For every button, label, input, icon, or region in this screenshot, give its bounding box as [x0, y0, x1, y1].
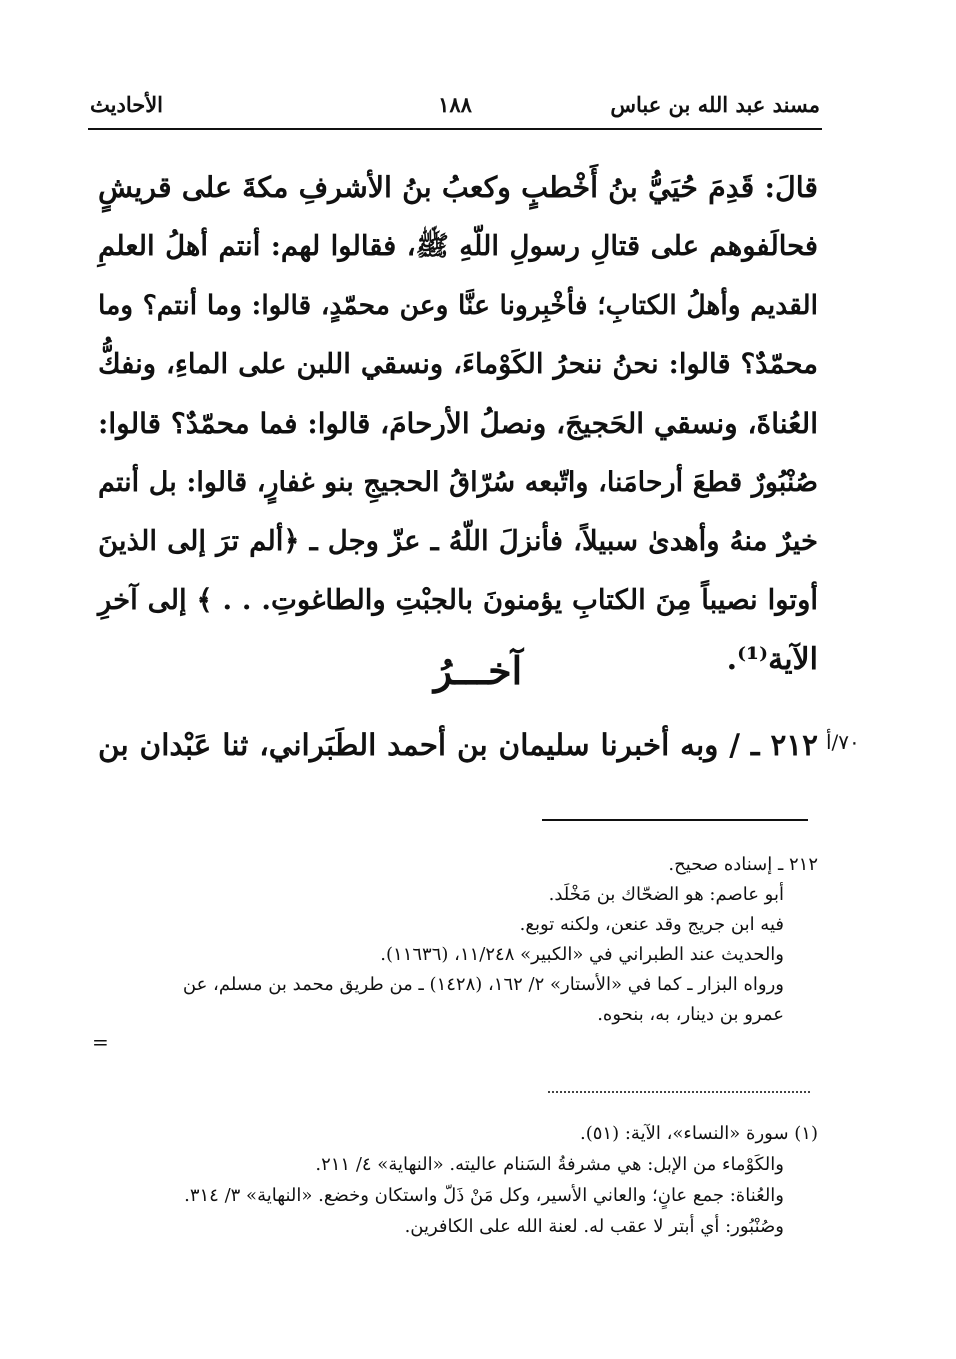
running-header [90, 92, 820, 124]
notes-separator [542, 819, 808, 821]
footnotes [98, 1118, 818, 1242]
page-number: ١٨٨ [438, 92, 472, 117]
text-line: قالَ: قَدِمَ حُيَيُّ بنُ أَخْطبٍ وكعبُ بنُ الأشرفِ مكةَ على قريشٍ [98, 170, 818, 204]
text-line: أوتوا نصيباً مِنَ الكتابِ يؤمنونَ بالجبْتِ والطاغوتِ. . . ﴾ إلى آخرِ [98, 584, 818, 616]
manuscript-folio-marker: ٧٠/أ [826, 730, 860, 754]
note-line: ورواه البزار ـ كما في «الأستار» ٢/ ١٦٢، (١٤٢٨) ـ من طريق محمد بن مسلم، عن [182, 974, 784, 995]
main-text [98, 158, 818, 689]
text-line: خيرٌ منهُ وأهدىٰ سبيلاً، فأنزلَ اللّهُ ـ عزّ وجل ـ ﴿ألم ترَ إلى الذينَ [98, 525, 818, 557]
text-line: الآية⁽¹⁾. [726, 642, 818, 677]
book-title: مسند عبد الله بن عباس [610, 92, 820, 117]
text-line: محمّدٌ؟ قالوا: نحنُ ننحرُ الكَوْماءَ، ونسقي اللبن على الماءِ، ونفكُّ [98, 348, 818, 380]
note-line: أبو عاصم: هو الضحّاك بن مَخْلَد. [548, 884, 784, 905]
section-name: الأحاديث [90, 92, 164, 117]
footnote-line: وصُنْبُور: أي أبتر لا عقب له. لعنة الله على الكافرين. [404, 1216, 784, 1237]
note-line: عمرو بن دينار، به، بنحوه. [597, 1004, 784, 1025]
footnote-line: والكَوْماء من الإبل: هي مشرفةُ السَنام عاليته. «النهاية» ٤/ ٢١١. [315, 1154, 784, 1175]
text-line: فحالَفوهم على قتالِ رسولِ اللّهِ ﷺ، فقالوا لهم: أنتم أهلُ العلمِ [98, 230, 818, 262]
footnote-line: والعُناة: جمع عانٍ؛ والعاني الأسير، وكل مَنْ ذَلّ واستكان وخضع. «النهاية» ٣/ ٣١٤. [184, 1185, 784, 1206]
hadith-212-start: ٢١٢ ـ / وبه أخبرنا سليمان بن أحمد الطَبَراني، ثنا عَبْدان بن [98, 727, 818, 762]
continuation-mark: = [92, 1030, 109, 1054]
footnote-line: (١) سورة «النساء»، الآية: (٥١). [580, 1123, 818, 1144]
takhrij-notes [98, 850, 818, 1030]
note-line: ٢١٢ ـ إسناده صحيح. [668, 854, 818, 875]
note-line: فيه ابن جريج وقد عنعن، ولكنه توبع. [519, 914, 784, 935]
text-line: العُناةَ، ونسقي الحَجيجَ، ونصلُ الأرحامَ، قالوا: فما محمّدٌ؟ قالوا: [98, 407, 818, 440]
text-line: صُنْبُورٌ قطعَ أرحامَنا، واتّبعه سُرّاقُ الحجيجِ بنو غفارٍ، قالوا: بل أنتم [98, 467, 818, 498]
note-line: والحديث عند الطبراني في «الكبير» ١١/٢٤٨، (١١٦٣٦). [380, 944, 784, 965]
text-line: القديم وأهلُ الكتابِ؛ فأخْبِرونا عنَّا وعن محمّدٍ، قالوا: وما أنتم؟ وما [98, 290, 818, 321]
footnotes-separator [548, 1091, 810, 1093]
header-rule [88, 128, 822, 130]
section-heading: آخـــرُ [433, 648, 523, 693]
